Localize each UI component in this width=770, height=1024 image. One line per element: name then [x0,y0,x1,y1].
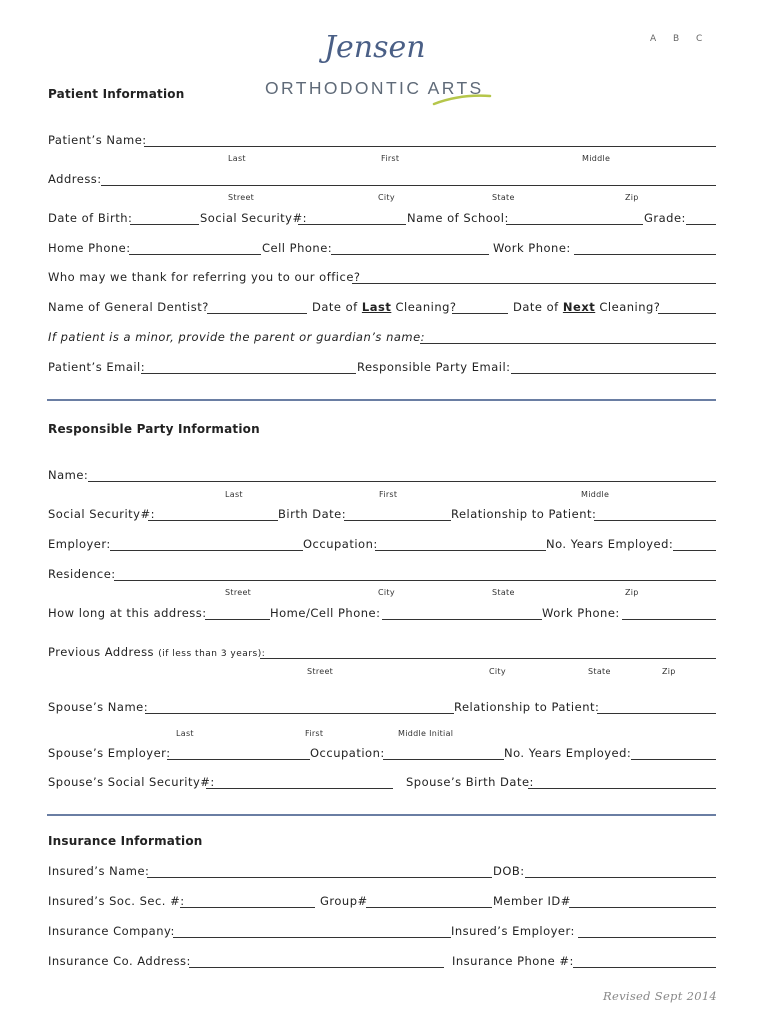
responsible-email-field[interactable] [511,373,716,374]
address-sub-street: Street [228,193,255,202]
residence-label: Residence: [48,567,116,581]
logo-swoosh-icon [430,92,494,108]
section-divider-2 [47,814,716,816]
referral-label: Who may we thank for referring you to our office? [48,270,361,284]
dob-label: Date of Birth: [48,211,133,225]
spouse-birth-field[interactable] [528,788,716,789]
responsible-ssn-field[interactable] [148,520,278,521]
insured-name-field[interactable] [147,877,492,878]
dentist-field[interactable] [207,313,307,314]
employer-field[interactable] [110,550,303,551]
ssn-label: Social Security#: [200,211,307,225]
insurance-phone-label: Insurance Phone #: [452,954,574,968]
patient-email-label: Patient’s Email: [48,360,146,374]
group-label: Group# [320,894,368,908]
insured-soc-label: Insured’s Soc. Sec. #: [48,894,185,908]
dentist-label: Name of General Dentist? [48,300,209,314]
spouse-name-label: Spouse’s Name: [48,700,149,714]
last-cleaning-label: Date of Last Cleaning? [312,300,457,314]
responsible-birth-label: Birth Date: [278,507,347,521]
insurance-address-label: Insurance Co. Address: [48,954,191,968]
insurance-address-field[interactable] [189,967,444,968]
responsible-work-phone-label: Work Phone: [542,606,620,620]
insured-name-label: Insured’s Name: [48,864,150,878]
insured-soc-field[interactable] [180,907,315,908]
address-sub-state: State [492,193,515,202]
work-phone-field[interactable] [574,254,716,255]
section-divider [47,399,716,401]
spouse-occupation-label: Occupation: [310,746,385,760]
spouse-name-field[interactable] [145,713,454,714]
residence-field[interactable] [114,580,716,581]
homecell-label: Home/Cell Phone: [270,606,381,620]
member-id-label: Member ID# [493,894,571,908]
insured-employer-field[interactable] [578,937,716,938]
spouse-employer-label: Spouse’s Employer: [48,746,171,760]
corner-letters: A B C [650,34,710,44]
work-phone-label: Work Phone: [493,241,571,255]
school-label: Name of School: [407,211,509,225]
responsible-name-sub-last: Last [225,490,243,499]
patient-name-sub-first: First [381,154,400,163]
member-id-field[interactable] [569,907,716,908]
address-sub-zip: Zip [625,193,639,202]
home-phone-label: Home Phone: [48,241,131,255]
patient-name-sub-middle: Middle [582,154,611,163]
spouse-years-field[interactable] [631,759,716,760]
revised-date: Revised Sept 2014 [603,989,718,1003]
next-cleaning-field[interactable] [658,313,716,314]
grade-label: Grade: [644,211,686,225]
grade-field[interactable] [686,224,716,225]
previous-sub-state: State [588,667,611,676]
employer-label: Employer: [48,537,111,551]
address-field[interactable] [101,185,716,186]
previous-sub-street: Street [307,667,334,676]
spouse-relationship-field[interactable] [597,713,716,714]
responsible-name-sub-middle: Middle [581,490,610,499]
logo-script-text: Jensen [324,30,426,65]
responsible-birth-field[interactable] [344,520,451,521]
spouse-employer-field[interactable] [167,759,310,760]
howlong-field[interactable] [205,619,270,620]
spouse-years-label: No. Years Employed: [504,746,632,760]
logo-name: ORTHODONTIC ARTS [265,78,484,98]
spouse-sub-middle: Middle Initial [398,729,454,738]
years-employed-field[interactable] [673,550,716,551]
occupation-label: Occupation: [303,537,378,551]
responsible-relationship-field[interactable] [594,520,716,521]
spouse-relationship-label: Relationship to Patient: [454,700,600,714]
responsible-name-sub-first: First [379,490,398,499]
previous-address-field[interactable] [260,658,716,659]
insurance-company-label: Insurance Company: [48,924,175,938]
responsible-work-phone-field[interactable] [622,619,716,620]
next-cleaning-label: Date of Next Cleaning? [513,300,661,314]
patient-email-field[interactable] [141,373,356,374]
responsible-name-label: Name: [48,468,89,482]
home-phone-field[interactable] [129,254,261,255]
last-cleaning-field[interactable] [452,313,508,314]
patient-section-title: Patient Information [48,87,185,101]
minor-guardian-label: If patient is a minor, provide the parent or guardian’s name: [48,330,426,344]
insured-dob-label: DOB: [493,864,525,878]
howlong-label: How long at this address: [48,606,207,620]
previous-sub-city: City [489,667,506,676]
responsible-name-field[interactable] [88,481,716,482]
residence-sub-city: City [378,588,395,597]
cell-phone-field[interactable] [331,254,489,255]
residence-sub-zip: Zip [625,588,639,597]
insurance-section-title: Insurance Information [48,834,203,848]
insurance-company-field[interactable] [173,937,451,938]
residence-sub-state: State [492,588,515,597]
referral-field[interactable] [352,283,716,284]
spouse-sub-first: First [305,729,324,738]
school-field[interactable] [506,224,643,225]
patient-name-sub-last: Last [228,154,246,163]
previous-sub-zip: Zip [662,667,676,676]
address-label: Address: [48,172,102,186]
address-sub-city: City [378,193,395,202]
responsible-ssn-label: Social Security#: [48,507,155,521]
patient-name-field[interactable] [144,146,716,147]
previous-address-label: Previous Address (if less than 3 years): [48,645,266,659]
residence-sub-street: Street [225,588,252,597]
homecell-field[interactable] [382,619,542,620]
occupation-field[interactable] [375,550,546,551]
group-field[interactable] [366,907,492,908]
responsible-email-label: Responsible Party Email: [357,360,511,374]
responsible-section-title: Responsible Party Information [48,422,260,436]
insured-dob-field[interactable] [525,877,716,878]
spouse-ssn-field[interactable] [206,788,393,789]
cell-phone-label: Cell Phone: [262,241,333,255]
spouse-birth-label: Spouse’s Birth Date: [406,775,534,789]
spouse-occupation-field[interactable] [383,759,504,760]
spouse-ssn-label: Spouse’s Social Security#: [48,775,215,789]
years-employed-label: No. Years Employed: [546,537,674,551]
ssn-field[interactable] [298,224,406,225]
spouse-sub-last: Last [176,729,194,738]
insurance-phone-field[interactable] [573,967,716,968]
patient-name-label: Patient’s Name: [48,133,147,147]
insured-employer-label: Insured’s Employer: [451,924,575,938]
dob-field[interactable] [130,224,199,225]
responsible-relationship-label: Relationship to Patient: [451,507,597,521]
minor-guardian-field[interactable] [420,343,716,344]
